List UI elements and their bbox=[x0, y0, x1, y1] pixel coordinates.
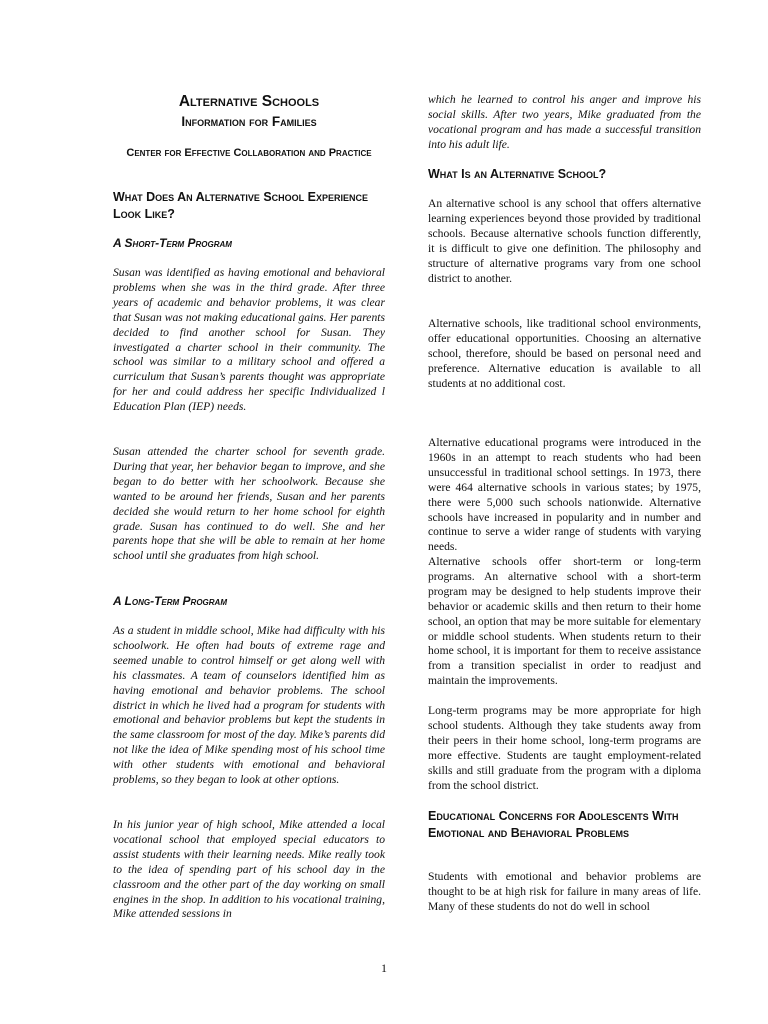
concerns-paragraph-1: Students with emotional and behavior problems are thought to be at high risk for failure in many areas of life. Many of these students do not do well in school bbox=[428, 870, 701, 913]
long-term-paragraph-1: As a student in middle school, Mike had difficulty with his schoolwork. He often had bouts of extreme rage and seemed unable to control himself or get along well with his classmates. A team of counselors identified him as having emotional and behavior problems. The school district in which he lived had a program for students with emotional and behavior problems but kept the students in the same classroom for most of the day. Mike’s parents did not like the idea of Mike spending most of his school time with other students with emotional and behavioral problems, so they began to look at other options. bbox=[113, 624, 385, 787]
page-number: 1 bbox=[381, 961, 387, 975]
heading-what-is-alternative-school: What Is an Alternative School? bbox=[428, 167, 607, 181]
what-is-paragraph-3: Alternative educational programs were introduced in the 1960s in an attempt to reach students who had been unsuccessful in traditional school settings. In 1973, there were 464 alternative schools in various states; by 1975, there were 5,000 such schools nationwide. Alternative schools have increased in popularity and in number and continue to serve a wider range of students with varying needs. bbox=[428, 436, 701, 554]
what-is-paragraph-2: Alternative schools, like traditional school environments, offer educational opportunities. Choosing an alternative school, therefore, should be based on personal need and preference. Alternative education is available to all students at no additional cost. bbox=[428, 317, 701, 390]
heading-long-term-program: A Long-Term Program bbox=[113, 594, 227, 608]
document-title: Alternative Schools bbox=[178, 93, 320, 110]
organization-name: Center for Effective Collaboration and Practice bbox=[126, 147, 372, 159]
section-heading-experience: What Does An Alternative School Experience Look Like? bbox=[113, 190, 369, 221]
what-is-paragraph-1: An alternative school is any school that offers alternative learning experiences beyond those provided by traditional schools. Because alternative schools function differently, it is difficult to give one definition. The philosophy and structure of alternative programs vary from one school district to another. bbox=[428, 197, 701, 285]
short-term-paragraph-2: Susan attended the charter school for seventh grade. During that year, her behavior began to improve, and she began to do better with her schoolwork. Because she wanted to be around her friends, Susan and her parents decided she would return to her home school for eighth grade. Susan has continued to do well. She and her parents hope that she will be able to remain at her home school until she graduates from high school. bbox=[113, 445, 385, 563]
what-is-paragraph-5: Long-term programs may be more appropriate for high school students. Although they take students away from their peers in their home school, long-term programs are more effective. Students are taught employment-related skills and still graduate from the program with a diploma from the school district. bbox=[428, 704, 701, 792]
heading-short-term-program: A Short-Term Program bbox=[113, 236, 232, 250]
heading-educational-concerns: Educational Concerns for Adolescents With Emotional and Behavioral Problems bbox=[428, 809, 679, 840]
long-term-paragraph-2: In his junior year of high school, Mike attended a local vocational school that employed special educators to assist students with their learning needs. Mike really took to the idea of spending part of his school day in the classroom and the other part of the day working on small engines in the shop. In addition to his vocational training, Mike attended sessions in bbox=[113, 818, 385, 921]
short-term-paragraph-1: Susan was identified as having emotional and behavioral problems when she was in the third grade. After three years of academic and behavior problems, it was clear that Susan was not making educational gains. Her parents decided to find another school for Susan. They investigated a charter school in their community. The school was similar to a military school and offered a curriculum that Susan’s parents thought was appropriate for her and could address her specific Individualized l Education Plan (IEP) needs. bbox=[113, 266, 385, 414]
long-term-continuation: which he learned to control his anger and improve his social skills. After two years, Mike graduated from the vocational program and has made a successful transition into his adult life. bbox=[428, 93, 701, 151]
what-is-paragraph-4: Alternative schools offer short-term or long-term programs. An alternative school with a short-term program may be designed to help students improve their behavior or academic skills and then return to their home school, an option that may be more suitable for elementary or middle school students. When students return to their home school, it is important for them to receive assistance from a transition specialist in order to readjust and maintain the improvements. bbox=[428, 555, 702, 688]
document-subtitle: Information for Families bbox=[181, 114, 317, 129]
